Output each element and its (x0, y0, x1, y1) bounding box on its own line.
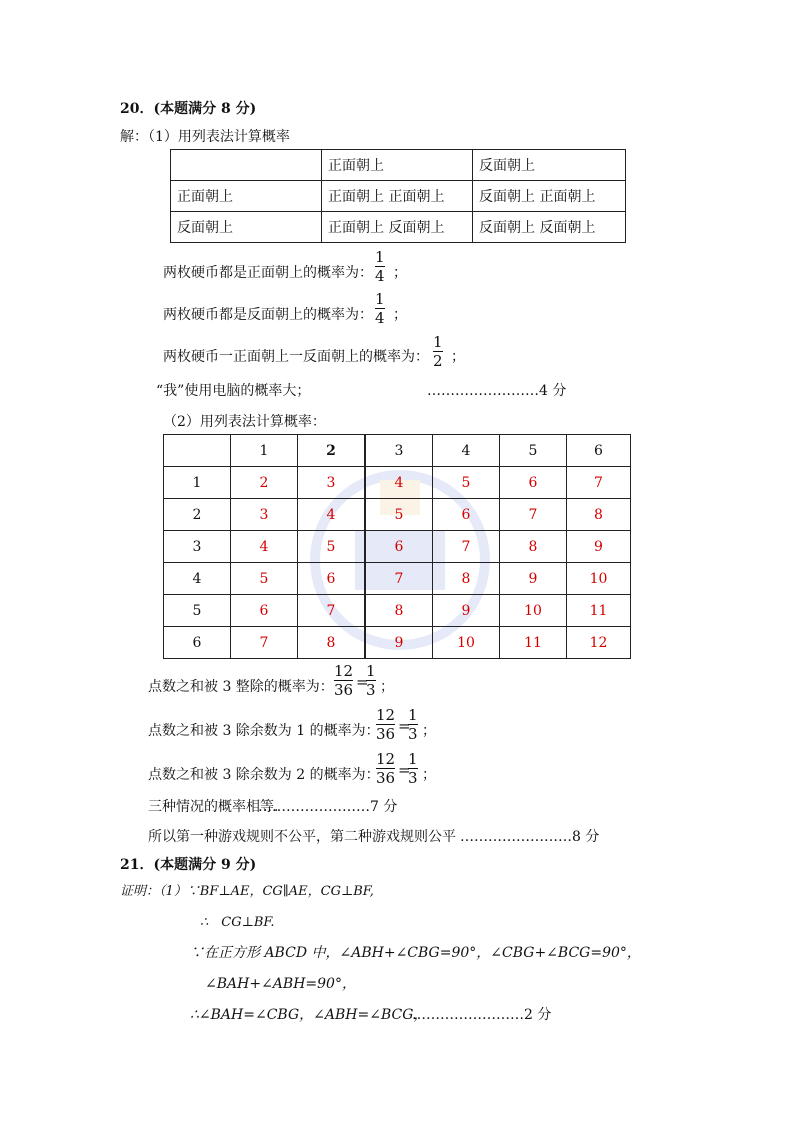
table-cell: 9 (567, 531, 631, 563)
proof-line-4: ∠BAH+∠ABH=90°， (205, 976, 356, 992)
denominator: 3 (408, 725, 418, 743)
table-cell: 11 (500, 627, 567, 659)
sum-line-2: 点数之和被 3 除余数为 1 的概率为： (148, 723, 380, 739)
numerator: 12 (376, 706, 396, 724)
fraction (376, 706, 395, 743)
table-cell: 反面朝上 正面朝上 (473, 181, 626, 212)
table-cell: 反面朝上 反面朝上 (473, 212, 626, 243)
table-cell: 1 (231, 435, 298, 467)
numerator: 1 (408, 706, 418, 724)
numerator: 1 (375, 248, 385, 266)
table-cell: 11 (567, 595, 631, 627)
proof-line-3: ∵在正方形 ABCD 中，∠ABH+∠CBG=90°，∠CBG+∠BCG=90°， (190, 945, 641, 961)
table-cell: 8 (500, 531, 567, 563)
semicolon: ； (393, 265, 407, 281)
conclusion-1: “我”使用电脑的概率大； (156, 383, 311, 399)
score-marker: ……………………2 分 (412, 1007, 552, 1023)
table-cell: 2 (164, 499, 231, 531)
table-cell: 10 (567, 563, 631, 595)
fraction (408, 706, 418, 743)
table-cell: 2 (231, 467, 298, 499)
table-cell (171, 150, 322, 181)
table-cell: 2 (298, 435, 366, 467)
dice-table (163, 434, 631, 659)
numerator: 1 (375, 290, 385, 308)
table-cell: 9 (365, 627, 433, 659)
table-cell: 5 (298, 531, 366, 563)
coin-table (170, 149, 626, 243)
table-cell: 正面朝上 (171, 181, 322, 212)
table-cell: 6 (567, 435, 631, 467)
table-cell: 8 (433, 563, 500, 595)
sum-line-3: 点数之和被 3 除余数为 2 的概率为： (148, 767, 380, 783)
table-row (164, 531, 631, 563)
table-cell: 3 (365, 435, 433, 467)
table-cell: 12 (567, 627, 631, 659)
table-row (164, 499, 631, 531)
numerator: 12 (334, 662, 354, 680)
q21-header: 21．(本题满分 9 分) (120, 857, 257, 873)
fraction (375, 248, 385, 285)
fraction (375, 290, 385, 327)
table-row (171, 150, 626, 181)
table-cell: 4 (433, 435, 500, 467)
table-cell: 4 (164, 563, 231, 595)
table-cell: 7 (298, 595, 366, 627)
equals-sign: = (398, 761, 411, 779)
table-cell: 5 (365, 499, 433, 531)
table-cell: 7 (433, 531, 500, 563)
denominator: 36 (376, 769, 396, 787)
semicolon: ； (380, 679, 394, 695)
table-row (164, 435, 631, 467)
numerator: 1 (408, 750, 418, 768)
table-cell: 5 (164, 595, 231, 627)
denominator: 2 (433, 352, 443, 370)
score-marker: ……………………7 分 (258, 799, 398, 815)
table-row (164, 563, 631, 595)
part2-label: （2）用列表法计算概率： (163, 414, 326, 430)
table-cell: 7 (231, 627, 298, 659)
equals-sign: = (356, 673, 369, 691)
prob-line-3: 两枚硬币一正面朝上一反面朝上的概率为： (163, 349, 429, 365)
proof-line-5: ∴∠BAH=∠CBG，∠ABH=∠BCG， (190, 1007, 428, 1023)
table-cell: 3 (298, 467, 366, 499)
table-cell: 正面朝上 反面朝上 (322, 212, 473, 243)
fraction (433, 333, 443, 370)
equal-statement: 三种情况的概率相等. (148, 799, 279, 815)
semicolon: ； (451, 349, 465, 365)
table-cell: 6 (164, 627, 231, 659)
semicolon: ； (393, 307, 407, 323)
table-cell: 7 (567, 467, 631, 499)
table-cell (164, 435, 231, 467)
table-cell: 7 (500, 499, 567, 531)
fraction (334, 662, 353, 699)
table-cell: 正面朝上 正面朝上 (322, 181, 473, 212)
table-cell: 5 (433, 467, 500, 499)
numerator: 1 (433, 333, 443, 351)
table-row (171, 181, 626, 212)
table-row (164, 627, 631, 659)
fraction (376, 750, 395, 787)
table-cell: 6 (433, 499, 500, 531)
proof-line-1: 证明：（1）∵BF⊥AE，CG∥AE，CG⊥BF, (120, 884, 374, 899)
table-cell: 反面朝上 (171, 212, 322, 243)
table-cell: 7 (365, 563, 433, 595)
semicolon: ； (422, 767, 436, 783)
score-marker: ……………………8 分 (460, 829, 600, 845)
denominator: 3 (408, 769, 418, 787)
table-cell: 4 (298, 499, 366, 531)
table-cell: 正面朝上 (322, 150, 473, 181)
table-cell: 8 (298, 627, 366, 659)
table-cell: 6 (365, 531, 433, 563)
denominator: 4 (375, 267, 385, 285)
table-cell: 1 (164, 467, 231, 499)
table-cell: 9 (433, 595, 500, 627)
prob-line-1: 两枚硬币都是正面朝上的概率为： (163, 265, 373, 281)
table-cell: 6 (298, 563, 366, 595)
q20-header: 20．(本题满分 8 分) (120, 101, 257, 117)
score-marker: ……………………4 分 (427, 383, 567, 399)
table-row (171, 212, 626, 243)
table-row (164, 595, 631, 627)
table-cell: 6 (231, 595, 298, 627)
table-cell: 5 (500, 435, 567, 467)
table-cell: 4 (231, 531, 298, 563)
sum-line-1: 点数之和被 3 整除的概率为： (148, 679, 334, 695)
table-cell: 8 (567, 499, 631, 531)
table-cell: 3 (231, 499, 298, 531)
equals-sign: = (398, 717, 411, 735)
table-cell: 8 (365, 595, 433, 627)
table-cell: 10 (500, 595, 567, 627)
numerator: 12 (376, 750, 396, 768)
numerator: 1 (366, 662, 376, 680)
denominator: 36 (334, 681, 354, 699)
prob-line-2: 两枚硬币都是反面朝上的概率为： (163, 307, 373, 323)
q20-solution-label: 解：（1）用列表法计算概率 (120, 129, 290, 145)
table-cell: 6 (500, 467, 567, 499)
proof-line-2: ∴ CG⊥BF. (200, 915, 275, 930)
final-conclusion: 所以第一种游戏规则不公平，第二种游戏规则公平 (148, 829, 456, 845)
denominator: 36 (376, 725, 396, 743)
table-cell: 10 (433, 627, 500, 659)
fraction (366, 662, 376, 699)
table-cell: 反面朝上 (473, 150, 626, 181)
table-row (164, 467, 631, 499)
denominator: 4 (375, 309, 385, 327)
table-cell: 4 (365, 467, 433, 499)
table-cell: 5 (231, 563, 298, 595)
fraction (408, 750, 418, 787)
table-cell: 9 (500, 563, 567, 595)
table-cell: 3 (164, 531, 231, 563)
semicolon: ； (422, 723, 436, 739)
denominator: 3 (366, 681, 376, 699)
